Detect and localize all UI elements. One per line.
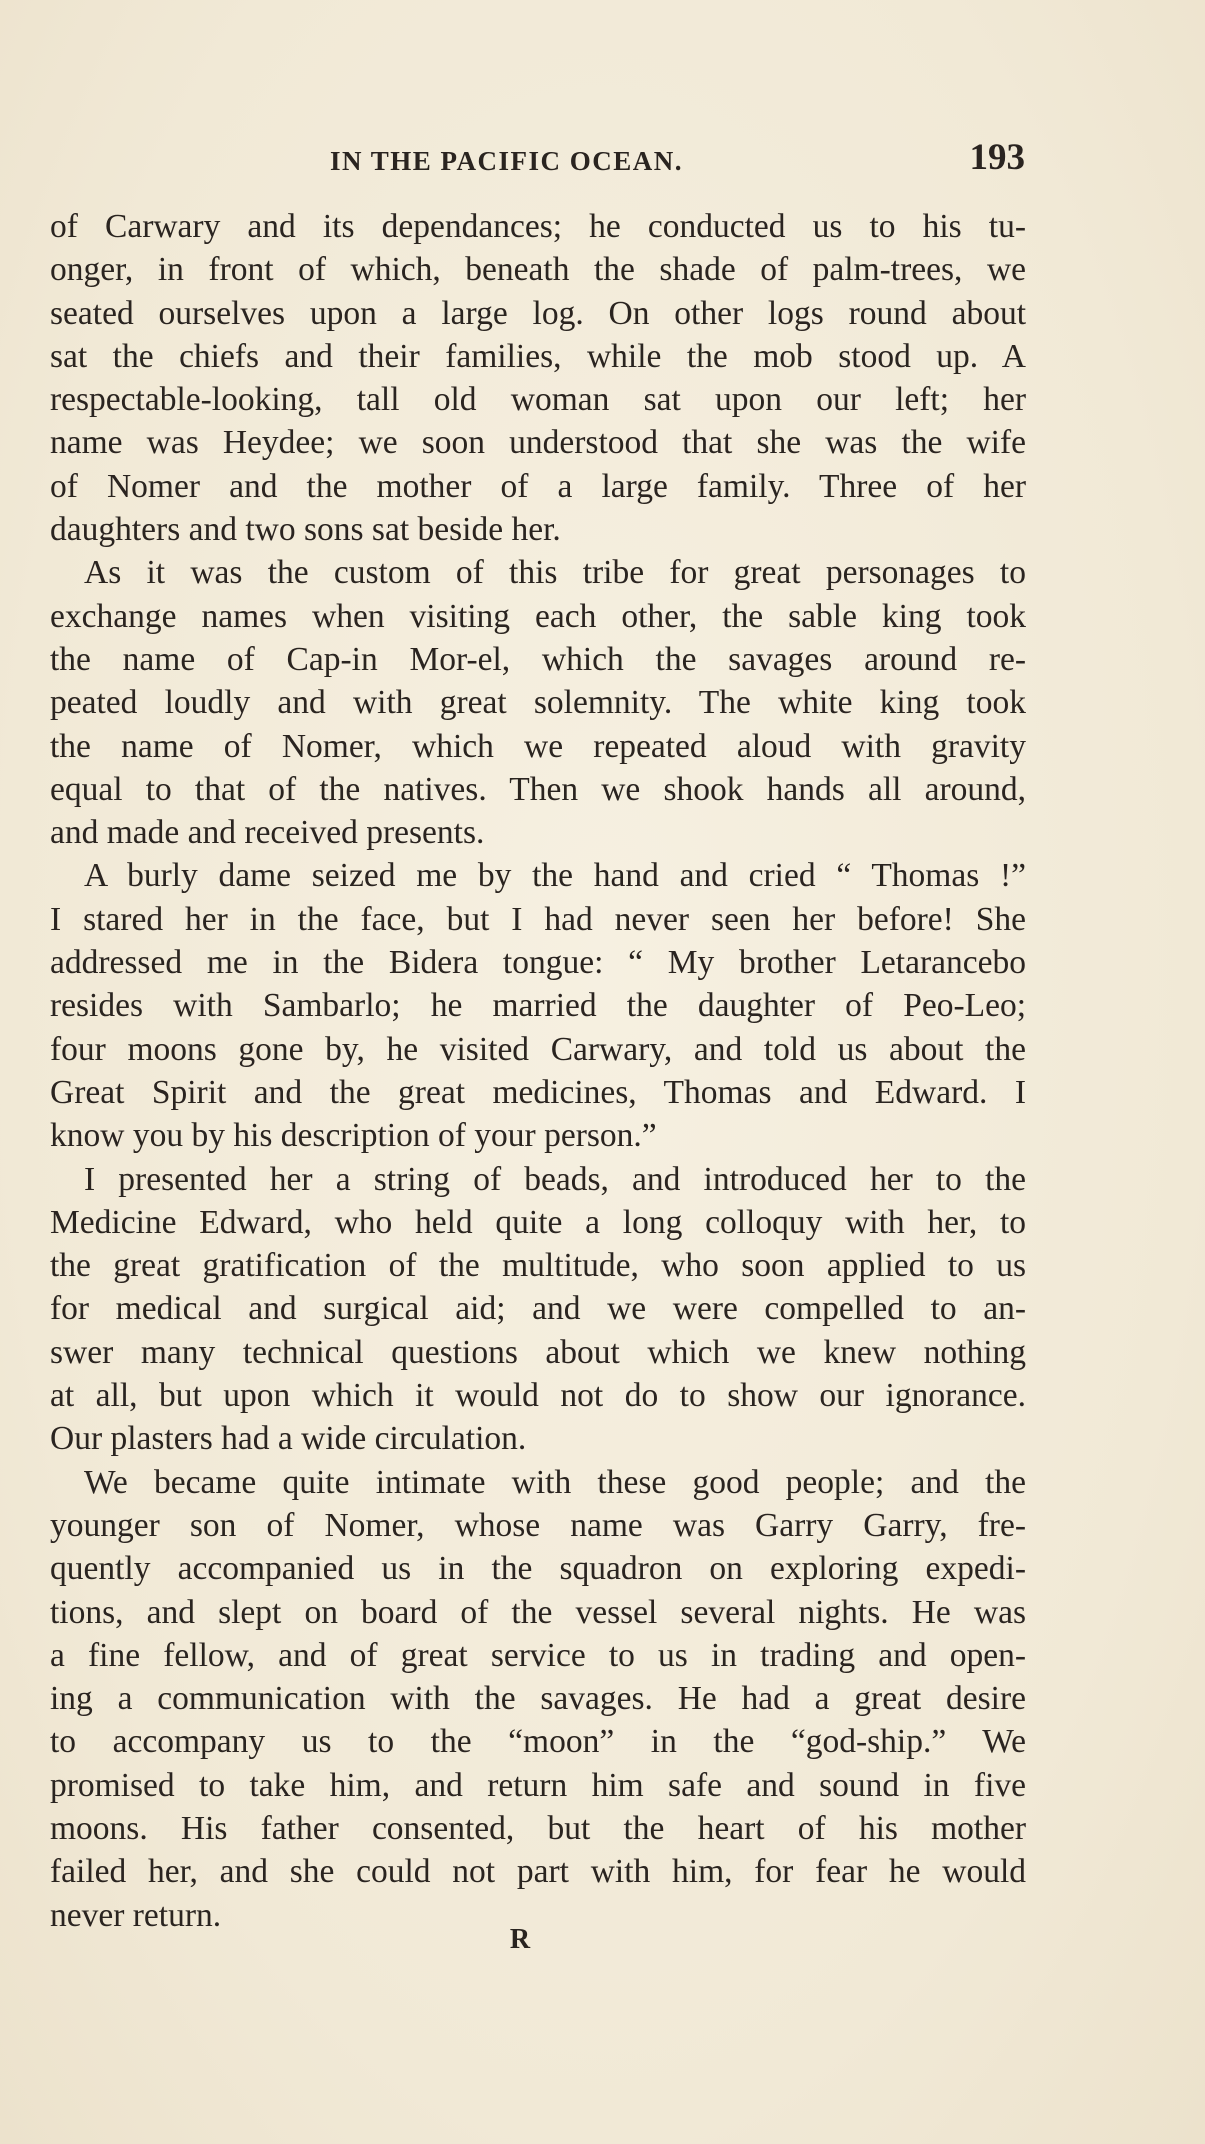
text-line: daughters and two sons sat beside her. <box>50 511 561 549</box>
signature-mark: R <box>509 1924 531 1955</box>
text-line: a fine fellow, and of great service to us in trading and open- <box>50 1636 1026 1674</box>
text-line: name was Heydee; we soon understood that she was the wife <box>50 424 1026 462</box>
text-line: the great gratification of the multitude, who soon applied to us <box>50 1247 1026 1285</box>
text-line: I stared her in the face, but I had never seen her before! She <box>50 900 1026 938</box>
text-line: of Nomer and the mother of a large family. Three of her <box>50 467 1026 505</box>
text-line: resides with Sambarlo; he married the daughter of Peo-Leo; <box>50 987 1026 1025</box>
text-line: promised to take him, and return him safe and sound in five <box>50 1766 1026 1804</box>
paragraph <box>50 854 1026 1157</box>
text-line: younger son of Nomer, whose name was Garry Garry, fre- <box>50 1506 1026 1544</box>
text-line: quently accompanied us in the squadron on exploring expedi- <box>50 1550 1026 1588</box>
text-line: exchange names when visiting each other, the sable king took <box>50 597 1026 635</box>
text-line: at all, but upon which it would not do to show our ignorance. <box>50 1377 1026 1415</box>
text-line: and made and received presents. <box>50 814 485 852</box>
text-line: We became quite intimate with these good people; and the <box>84 1463 1026 1501</box>
text-line: onger, in front of which, beneath the shade of palm-trees, we <box>50 251 1026 289</box>
paragraph <box>50 551 1026 854</box>
text-line: addressed me in the Bidera tongue: “ My brother Letarancebo <box>50 944 1026 982</box>
text-line: As it was the custom of this tribe for great personages to <box>84 554 1026 592</box>
text-line: to accompany us to the “moon” in the “god-ship.” We <box>50 1723 1026 1761</box>
text-line: peated loudly and with great solemnity. The white king took <box>50 684 1026 722</box>
text-line: Medicine Edward, who held quite a long colloquy with her, to <box>50 1203 1026 1241</box>
text-line: the name of Nomer, which we repeated aloud with gravity <box>50 727 1026 765</box>
text-line: the name of Cap-in Mor-el, which the savages around re- <box>50 640 1026 678</box>
paragraph <box>50 205 1026 551</box>
text-line: of Carwary and its dependances; he conducted us to his tu- <box>50 208 1026 245</box>
text-line: moons. His father consented, but the heart of his mother <box>50 1809 1026 1847</box>
text-line: Our plasters had a wide circulation. <box>50 1420 527 1458</box>
text-line: failed her, and she could not part with him, for fear he would <box>50 1853 1026 1891</box>
text-line: Great Spirit and the great medicines, Thomas and Edward. I <box>50 1073 1026 1111</box>
text-line: respectable-looking, tall old woman sat upon our left; her <box>50 381 1026 419</box>
running-head: IN THE PACIFIC OCEAN. <box>330 146 684 176</box>
text-line: sat the chiefs and their families, while the mob stood up. A <box>50 337 1026 375</box>
text-line: for medical and surgical aid; and we were compelled to an- <box>50 1290 1026 1328</box>
text-line: never return. <box>50 1896 222 1934</box>
text-line: know you by his description of your person.” <box>50 1117 657 1155</box>
page-number: 193 <box>969 137 1025 178</box>
text-line: ing a communication with the savages. He had a great desire <box>50 1680 1026 1718</box>
paragraph <box>50 1158 1026 1461</box>
body-text <box>50 205 1026 1937</box>
paragraph <box>50 1461 1026 1937</box>
text-line: tions, and slept on board of the vessel several nights. He was <box>50 1593 1026 1631</box>
text-line: seated ourselves upon a large log. On other logs round about <box>50 294 1026 332</box>
text-line: four moons gone by, he visited Carwary, and told us about the <box>50 1030 1026 1068</box>
page-header <box>50 136 1025 186</box>
text-line: equal to that of the natives. Then we shook hands all around, <box>50 770 1026 808</box>
text-line: I presented her a string of beads, and introduced her to the <box>84 1160 1026 1198</box>
text-line: swer many technical questions about which we knew nothing <box>50 1333 1026 1371</box>
text-line: A burly dame seized me by the hand and cried “ Thomas !” <box>84 857 1026 895</box>
